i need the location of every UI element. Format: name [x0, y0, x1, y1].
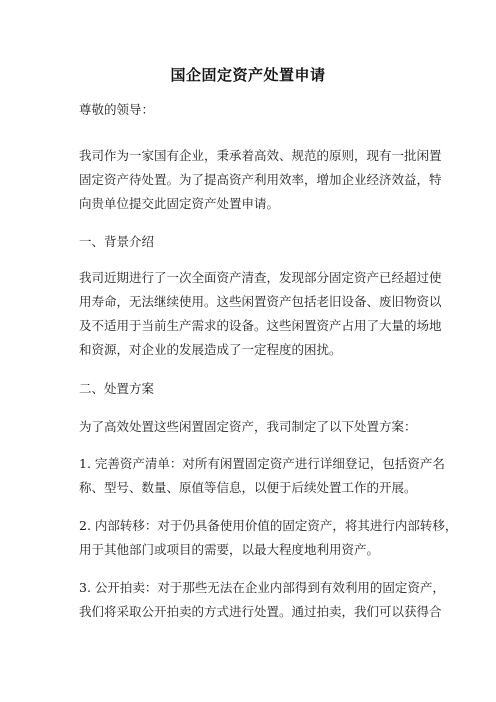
- intro-line-3: 向贵单位提交此固定资产处置申请。: [79, 196, 280, 211]
- document-title: 国企固定资产处置申请: [170, 66, 326, 84]
- section-heading-background: 一、背景介绍: [79, 234, 155, 249]
- plan-item-3-line-1: 3. 公开拍卖：对于那些无法在企业内部得到有效利用的固定资产，: [79, 580, 445, 595]
- background-line-1: 我司近期进行了一次全面资产清查，发现部分固定资产已经超过使: [79, 270, 442, 285]
- plan-intro: 为了高效处置这些闲置固定资产，我司制定了以下处置方案：: [79, 419, 417, 434]
- intro-line-2: 固定资产待处置。为了提高资产利用效率，增加企业经济效益，特: [79, 172, 442, 187]
- background-line-3: 及不适用于当前生产需求的设备。这些闲置资产占用了大量的场地: [79, 318, 442, 333]
- plan-item-3-line-2: 我们将采取公开拍卖的方式进行处置。通过拍卖，我们可以获得合: [79, 604, 442, 619]
- intro-line-1: 我司作为一家国有企业，秉承着高效、规范的原则，现有一批闲置: [79, 148, 442, 163]
- section-heading-plan: 二、处置方案: [79, 381, 155, 396]
- background-line-2: 用寿命，无法继续使用。这些闲置资产包括老旧设备、废旧物资以: [79, 294, 442, 309]
- plan-item-1-line-2: 称、型号、数量、原值等信息，以便于后续处置工作的开展。: [79, 480, 417, 495]
- plan-item-1-line-1: 1. 完善资产清单：对所有闲置固定资产进行详细登记，包括资产名: [79, 456, 445, 471]
- plan-item-2-line-1: 2. 内部转移：对于仍具备使用价值的固定资产，将其进行内部转移，: [79, 518, 458, 533]
- salutation: 尊敬的领导：: [79, 102, 155, 117]
- background-line-4: 和资源，对企业的发展造成了一定程度的困扰。: [79, 342, 342, 357]
- plan-item-2-line-2: 用于其他部门或项目的需要，以最大程度地利用资产。: [79, 542, 380, 557]
